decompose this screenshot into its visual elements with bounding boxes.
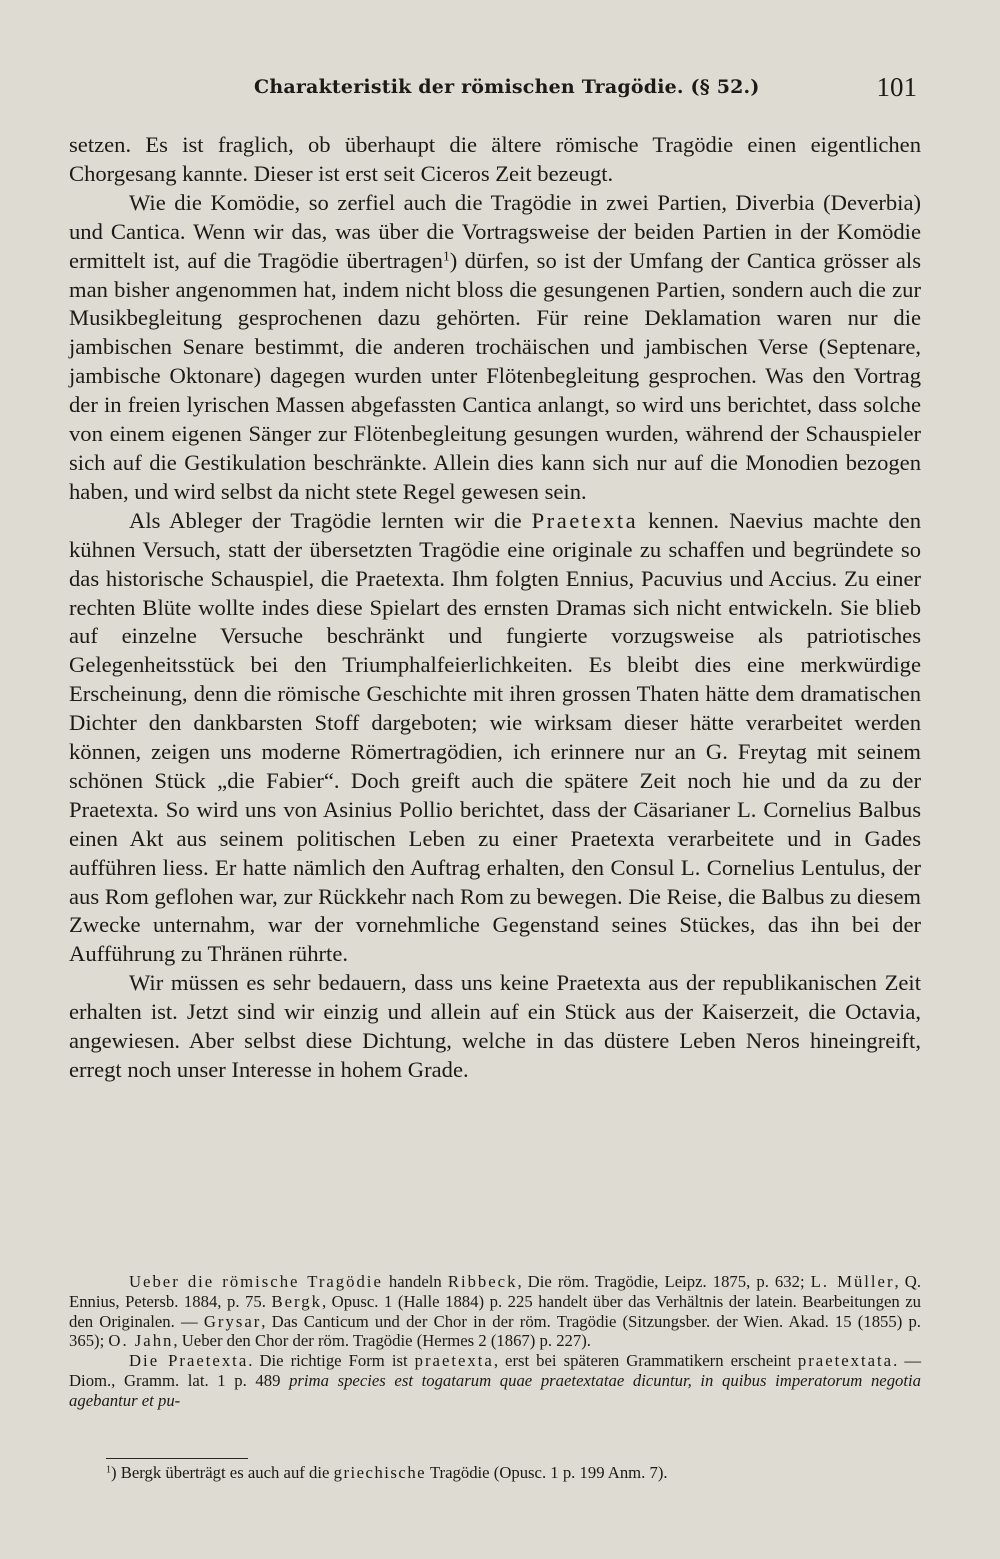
footnote-text: Tragödie (Opusc. 1 p. 199 Anm. 7). bbox=[426, 1463, 668, 1482]
paragraph-3 bbox=[69, 507, 921, 970]
author-name: L. Müller bbox=[810, 1272, 895, 1291]
note-praetexta bbox=[69, 1351, 921, 1410]
note-text: , Das Canticum und der Chor in der röm. Tragödie (Sitzungsber. der Wien. Akad. 15 (1855) p. 365); bbox=[69, 1311, 921, 1351]
footnote-reference: 1 bbox=[442, 248, 450, 264]
note-text: handeln bbox=[382, 1272, 448, 1291]
page-header bbox=[69, 72, 921, 106]
spaced-term-praetexta: Praetexta bbox=[531, 507, 639, 533]
bibliographic-notes bbox=[69, 1272, 921, 1411]
paragraph-2-part-a: Wie die Komödie, so zerfiel auch die Tragödie in zwei Partien, Diverbia (Deverbia) und Cantica. Wenn wir das, was über die Vortragsweise der beiden Partien in der Komödie ermittelt ist, auf die Tragödie übertragen bbox=[69, 189, 921, 273]
note-heading: Die Praetexta bbox=[129, 1351, 249, 1371]
note-text: , Die röm. Tragödie, Leipz. 1875, p. 632; bbox=[517, 1272, 811, 1291]
note-text: , Ueber den Chor der röm. Tragödie (Hermes 2 (1867) p. 227). bbox=[173, 1331, 591, 1351]
spaced-term: praetextata bbox=[797, 1351, 894, 1371]
footnote-marker: 1 bbox=[106, 1464, 112, 1476]
note-text: . — Diom., Gramm. lat. 1 p. 489 bbox=[69, 1351, 922, 1390]
footnote bbox=[106, 1463, 921, 1483]
note-text: , Opusc. 1 (Halle 1884) p. 225 handelt über das Verhältnis der latein. Bearbeitungen zu den Originalen. — bbox=[69, 1291, 921, 1331]
paragraph-3-part-a: Als Ableger der Tragödie lernten wir die bbox=[129, 507, 532, 533]
author-name: O. Jahn bbox=[108, 1331, 174, 1351]
note-text: , Q. Ennius, Petersb. 1884, p. 75. bbox=[69, 1272, 921, 1311]
note-roman-tragedy bbox=[69, 1272, 921, 1351]
note-text: . Die richtige Form ist bbox=[248, 1351, 415, 1371]
body-text bbox=[69, 131, 921, 1085]
footnote-rule bbox=[106, 1458, 248, 1459]
paragraph-2 bbox=[69, 189, 921, 507]
author-name: Grysar bbox=[203, 1311, 262, 1331]
note-text: , erst bei späteren Grammatikern erscheint bbox=[493, 1351, 798, 1371]
spaced-term: griechische bbox=[333, 1463, 427, 1482]
spaced-term: praetexta bbox=[414, 1351, 494, 1371]
running-head: Charakteristik der römischen Tragödie. (§ 52.) bbox=[254, 76, 760, 98]
paragraph-3-part-b: kennen. Naevius machte den kühnen Versuch, statt der übersetzten Tragödie eine originale zu schaffen und begründete so das historische Schauspiel, die Praetexta. Ihm folgten Ennius, Pacuvius und Accius. Zu einer rechten Blüte wollte indes diese Spielart des ernsten Dramas sich nicht entwickeln. Sie blieb auf einzelne Versuche beschränkt und fungierte vorzugsweise als patriotisches Gelegenheitsstück bei den Triumphalfeierlichkeiten. Es bleibt dies eine merkwürdige Erscheinung, denn die römische Geschichte mit ihren grossen Thaten hätte dem dramatischen Dichter den dankbarsten Stoff dargeboten; wie wirksam dieser hätte verarbeitet werden können, zeigen uns moderne Römertragödien, ich erinnere nur an G. Freytag mit seinem schönen Stück „die Fabier“. Doch greift auch die spätere Zeit noch hie und da zu der Praetexta. So wird uns von Asinius Pollio berichtet, dass der Cäsarianer L. Cornelius Balbus einen Akt aus seinem politischen Leben zu einer Praetexta verarbeitete und in Gades aufführen liess. Er hatte nämlich den Auftrag erhalten, den Consul L. Cornelius Lentulus, der aus Rom geflohen war, zur Rückkehr nach Rom zu bewegen. Die Reise, die Balbus zu diesem Zwecke unternahm, war der vornehmliche Gegenstand seines Stückes, das ihn bei der Aufführung zu Thränen rührte. bbox=[69, 507, 921, 967]
paragraph-4: Wir müssen es sehr bedauern, dass uns keine Praetexta aus der republikanischen Zeit erhalten ist. Jetzt sind wir einzig und allein auf ein Stück aus der Kaiserzeit, die Octavia, angewiesen. Aber selbst diese Dichtung, welche in das düstere Leben Neros hineingreift, erregt noch unser Interesse in hohem Grade. bbox=[69, 970, 921, 1082]
page-number: 101 bbox=[876, 72, 917, 102]
paragraph-1: setzen. Es ist fraglich, ob überhaupt die ältere römische Tragödie einen eigentlichen Chorgesang kannte. Dieser ist erst seit Ciceros Zeit bezeugt. bbox=[69, 132, 921, 186]
latin-quotation: prima species est togatarum quae praetextatae dicuntur, in quibus imperatorum negotia agebantur et pu- bbox=[69, 1370, 921, 1410]
paragraph-2-part-b: ) dürfen, so ist der Umfang der Cantica grösser als man bisher angenommen hat, indem nicht bloss die gesungenen Partien, sondern auch die zur Musikbegleitung gesprochenen dazu gehörten. Für reine Deklamation waren nur die jambischen Senare bestimmt, die anderen trochäischen und jambischen Verse (Septenare, jambische Oktonare) dagegen wurden unter Flötenbegleitung gesprochen. Was den Vortrag der in freien lyrischen Massen abgefassten Cantica anlangt, so wird uns berichtet, dass solche von einem eigenen Sänger zur Flötenbegleitung gesungen wurden, während der Schauspieler sich auf die Gestikulation beschränkte. Allein dies kann sich nur auf die Monodien bezogen haben, und wird selbst da nicht stete Regel gewesen sein. bbox=[69, 247, 921, 504]
note-heading: Ueber die römische Tragödie bbox=[129, 1272, 383, 1291]
author-name: Bergk bbox=[271, 1291, 322, 1311]
footnote-text: ) Bergk überträgt es auch auf die bbox=[111, 1463, 334, 1482]
author-name: Ribbeck bbox=[447, 1272, 518, 1291]
